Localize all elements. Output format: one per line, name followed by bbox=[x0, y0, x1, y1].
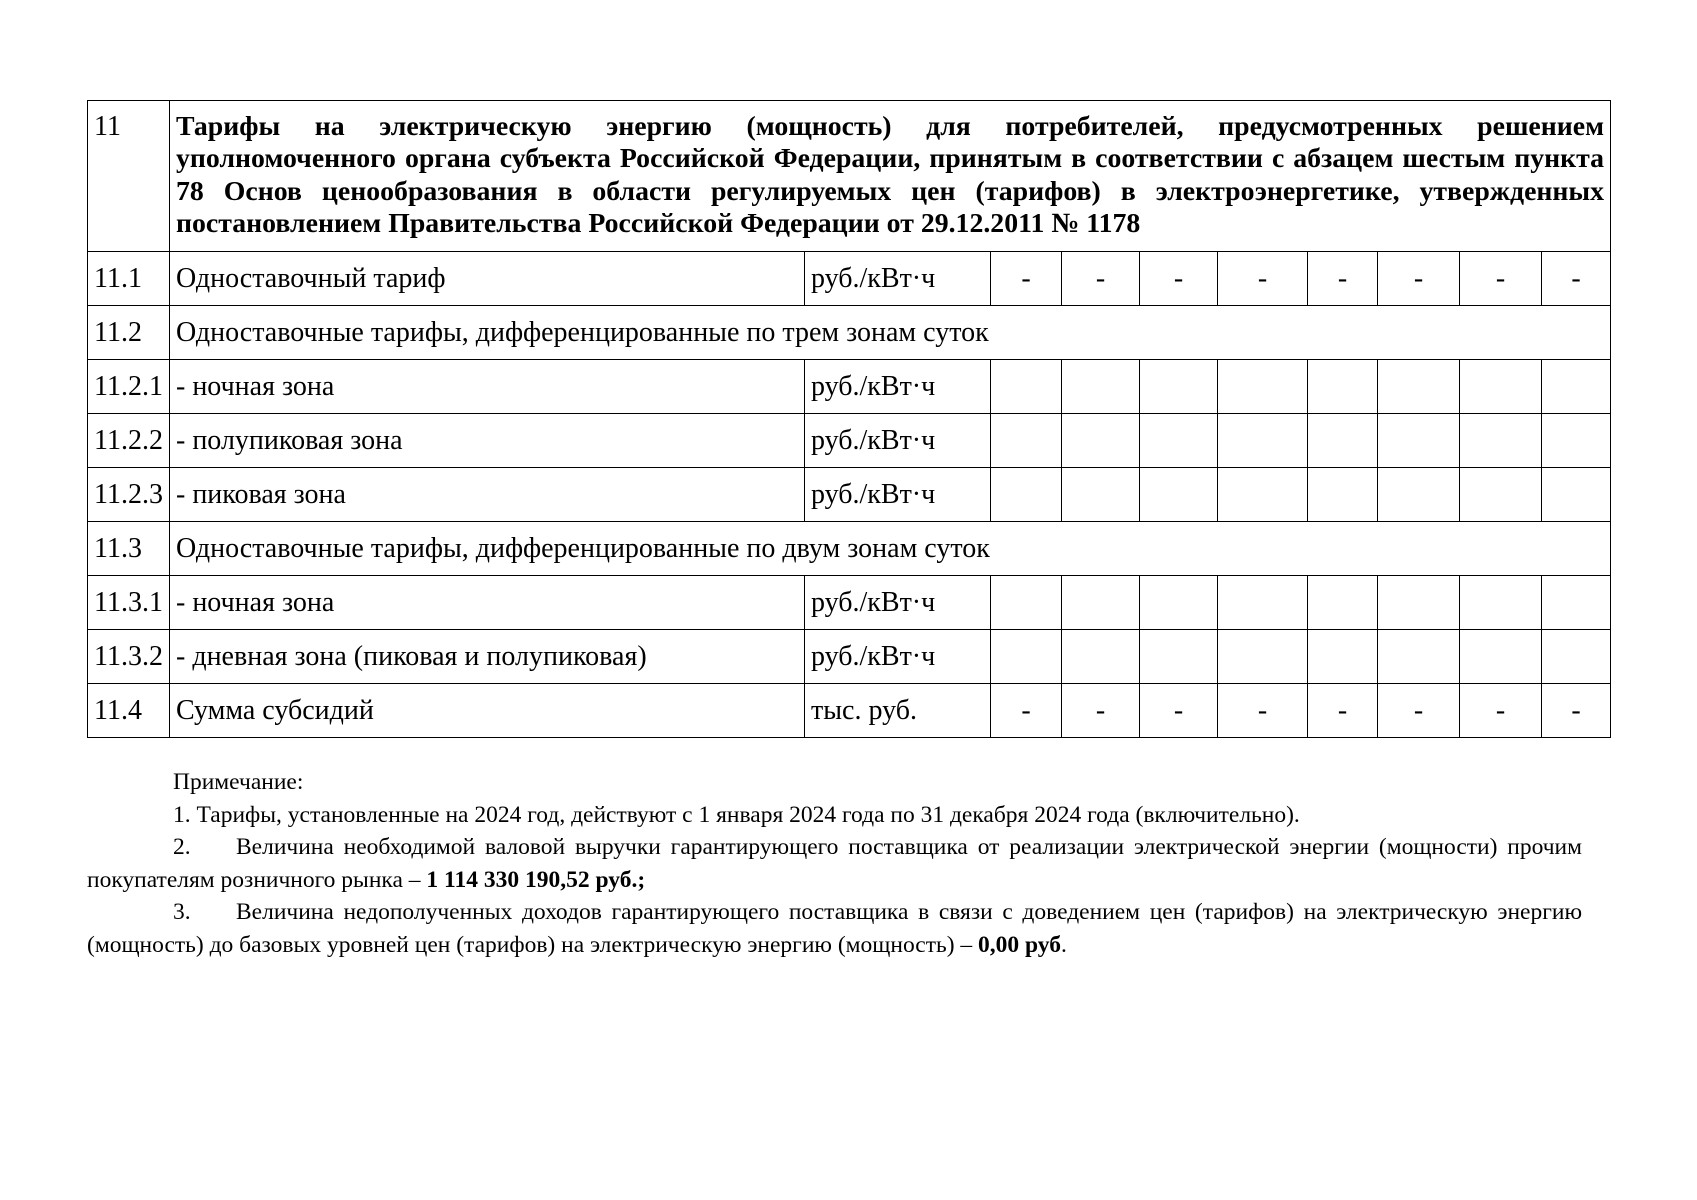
value-cell bbox=[1062, 414, 1140, 468]
value-cell bbox=[1218, 414, 1308, 468]
value-cell bbox=[1542, 414, 1611, 468]
row-name: Одноставочный тариф bbox=[170, 252, 805, 306]
value-cell bbox=[1308, 414, 1378, 468]
row-name: - ночная зона bbox=[170, 576, 805, 630]
table-row bbox=[88, 576, 1611, 630]
table-row bbox=[88, 252, 1611, 306]
value-cell bbox=[991, 576, 1062, 630]
value-cell bbox=[1542, 468, 1611, 522]
value-cell bbox=[1218, 630, 1308, 684]
value-cell: - bbox=[1308, 252, 1378, 306]
value-cell bbox=[1378, 468, 1460, 522]
section-title-line: уполномоченного органа субъекта Российской Федерации, принятым в соответствии с абзацем шестым пункта bbox=[176, 143, 1605, 175]
note-text: Тарифы, установленные на 2024 год, действуют с 1 января 2024 года по 31 декабря 2024 года (включительно). bbox=[196, 801, 1300, 828]
value-cell: - bbox=[1460, 252, 1542, 306]
section-title-line: постановлением Правительства Российской Федерации от 29.12.2011 № 1178 bbox=[176, 208, 1141, 240]
table-row bbox=[88, 522, 1611, 576]
value-cell: - bbox=[1218, 684, 1308, 738]
value-cell bbox=[1460, 630, 1542, 684]
value-cell bbox=[1460, 576, 1542, 630]
value-cell bbox=[1218, 360, 1308, 414]
table-row bbox=[88, 684, 1611, 738]
value-cell: - bbox=[1378, 252, 1460, 306]
value-cell bbox=[1378, 576, 1460, 630]
row-unit: руб./кВт·ч bbox=[805, 576, 991, 630]
note-number: 1. bbox=[173, 801, 191, 828]
value-cell bbox=[1140, 630, 1218, 684]
value-cell bbox=[991, 360, 1062, 414]
section-title-line: Тарифы на электрическую энергию (мощность) для потребителей, предусмотренных решением bbox=[176, 111, 1605, 142]
value-cell bbox=[1308, 468, 1378, 522]
row-name: Сумма субсидий bbox=[170, 684, 805, 738]
note-amount: 0,00 руб bbox=[978, 931, 1061, 958]
value-cell bbox=[1062, 630, 1140, 684]
table-row bbox=[88, 360, 1611, 414]
row-name: - полупиковая зона bbox=[170, 414, 805, 468]
value-cell bbox=[1378, 414, 1460, 468]
row-name: - ночная зона bbox=[170, 360, 805, 414]
value-cell: - bbox=[1140, 684, 1218, 738]
row-name: - пиковая зона bbox=[170, 468, 805, 522]
value-cell bbox=[1460, 468, 1542, 522]
value-cell bbox=[1378, 360, 1460, 414]
value-cell bbox=[991, 468, 1062, 522]
value-cell bbox=[1460, 414, 1542, 468]
notes-section bbox=[87, 766, 1582, 961]
notes-heading: Примечание: bbox=[173, 769, 304, 795]
row-number: 11.3.2 bbox=[88, 630, 170, 684]
table-row bbox=[88, 414, 1611, 468]
value-cell: - bbox=[1140, 252, 1218, 306]
note-text: Величина недополученных доходов гарантирующего поставщика в связи с доведением цен (тарифов) на электрическую энергию (мощность) до базовых уровней цен (тарифов) на электрическую энергию (мощность) – bbox=[87, 899, 1582, 958]
value-cell: - bbox=[1542, 252, 1611, 306]
note-item bbox=[87, 896, 1582, 961]
value-cell bbox=[1308, 360, 1378, 414]
value-cell: - bbox=[991, 252, 1062, 306]
row-number: 11.3.1 bbox=[88, 576, 170, 630]
row-name: Одноставочные тарифы, дифференцированные по трем зонам суток bbox=[170, 306, 1611, 360]
value-cell bbox=[1140, 414, 1218, 468]
table-row bbox=[88, 306, 1611, 360]
note-number: 2. bbox=[173, 834, 191, 860]
value-cell bbox=[1062, 576, 1140, 630]
value-cell: - bbox=[1378, 684, 1460, 738]
value-cell: - bbox=[991, 684, 1062, 738]
value-cell bbox=[991, 414, 1062, 468]
row-number: 11.2.3 bbox=[88, 468, 170, 522]
value-cell bbox=[991, 630, 1062, 684]
row-number: 11.2.2 bbox=[88, 414, 170, 468]
tariff-table bbox=[87, 100, 1611, 738]
value-cell bbox=[1140, 576, 1218, 630]
row-unit: руб./кВт·ч bbox=[805, 414, 991, 468]
value-cell bbox=[1062, 360, 1140, 414]
row-number: 11.3 bbox=[88, 522, 170, 576]
value-cell bbox=[1542, 576, 1611, 630]
value-cell: - bbox=[1308, 684, 1378, 738]
section-title-line: 78 Основ ценообразования в области регулируемых цен (тарифов) в электроэнергетике, утвержденных bbox=[176, 175, 1605, 207]
value-cell: - bbox=[1218, 252, 1308, 306]
value-cell: - bbox=[1460, 684, 1542, 738]
row-name: Одноставочные тарифы, дифференцированные по двум зонам суток bbox=[170, 522, 1611, 576]
row-number: 11.4 bbox=[88, 684, 170, 738]
value-cell bbox=[1378, 630, 1460, 684]
note-suffix: . bbox=[1060, 931, 1067, 958]
note-number: 3. bbox=[173, 899, 191, 925]
row-number: 11.2.1 bbox=[88, 360, 170, 414]
row-number: 11.2 bbox=[88, 306, 170, 360]
value-cell bbox=[1218, 576, 1308, 630]
value-cell: - bbox=[1542, 684, 1611, 738]
row-unit: руб./кВт·ч bbox=[805, 252, 991, 306]
value-cell bbox=[1140, 468, 1218, 522]
table-row bbox=[88, 468, 1611, 522]
table-row bbox=[88, 630, 1611, 684]
note-item bbox=[87, 799, 1582, 832]
value-cell: - bbox=[1062, 252, 1140, 306]
row-number: 11.1 bbox=[88, 252, 170, 306]
value-cell bbox=[1140, 360, 1218, 414]
note-item bbox=[87, 831, 1582, 896]
row-unit: руб./кВт·ч bbox=[805, 360, 991, 414]
value-cell bbox=[1542, 630, 1611, 684]
row-unit: руб./кВт·ч bbox=[805, 630, 991, 684]
value-cell bbox=[1308, 630, 1378, 684]
section-title bbox=[170, 101, 1611, 252]
value-cell bbox=[1218, 468, 1308, 522]
value-cell bbox=[1062, 468, 1140, 522]
section-header-row bbox=[88, 101, 1611, 252]
section-number: 11 bbox=[88, 101, 170, 252]
row-unit: тыс. руб. bbox=[805, 684, 991, 738]
note-text: Величина необходимой валовой выручки гарантирующего поставщика от реализации электрической энергии (мощности) прочим покупателям розничного рынка – bbox=[87, 834, 1582, 893]
row-name: - дневная зона (пиковая и полупиковая) bbox=[170, 630, 805, 684]
value-cell bbox=[1460, 360, 1542, 414]
note-amount: 1 114 330 190,52 руб.; bbox=[426, 866, 646, 893]
row-unit: руб./кВт·ч bbox=[805, 468, 991, 522]
value-cell: - bbox=[1062, 684, 1140, 738]
value-cell bbox=[1308, 576, 1378, 630]
value-cell bbox=[1542, 360, 1611, 414]
